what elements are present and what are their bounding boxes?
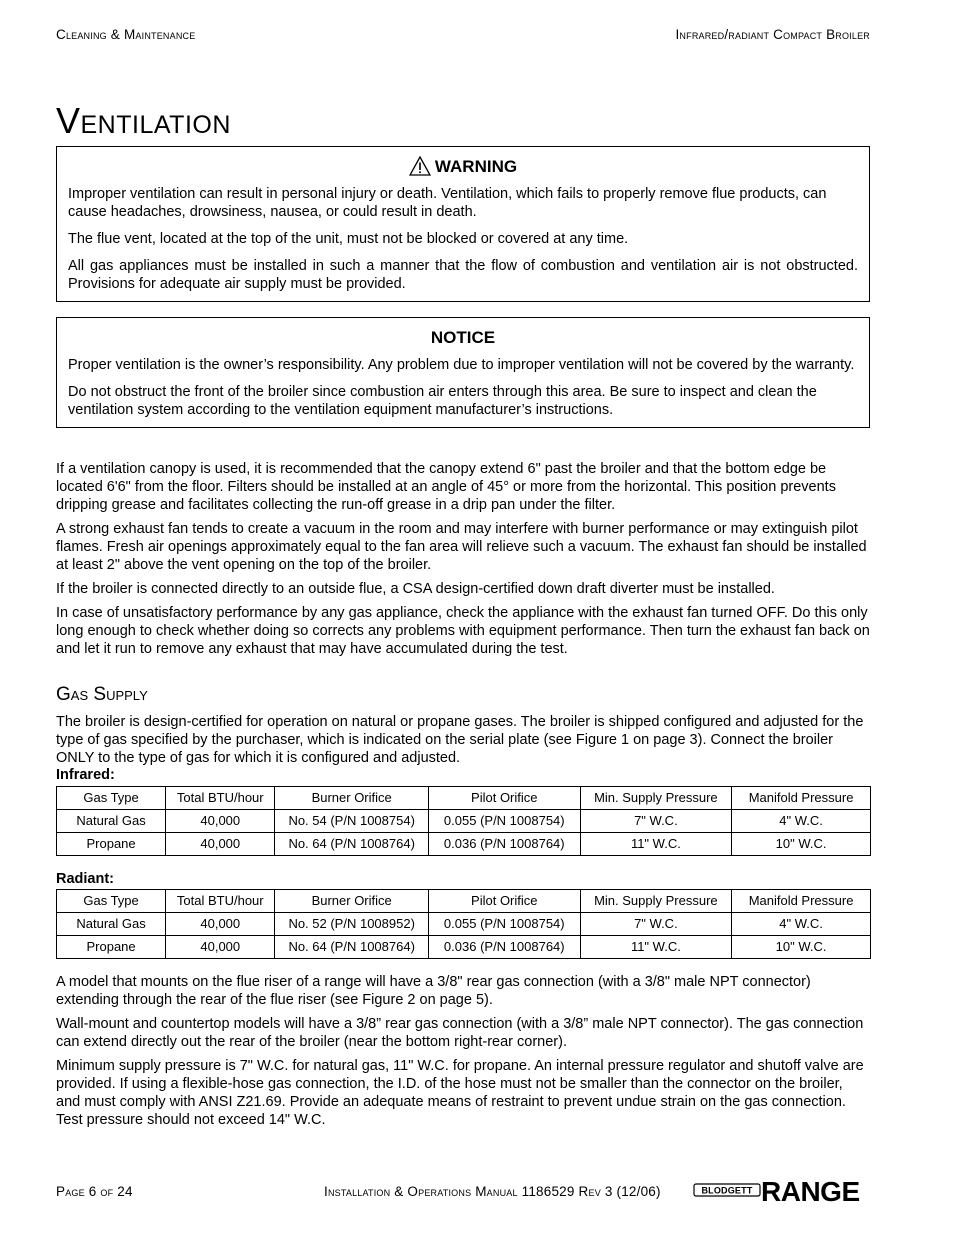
notice-title: NOTICE [430,328,496,347]
gas-supply-intro: The broiler is design-certified for operation on natural or propane gases. The broiler is shipped configured and adjusted for the type of gas specified by the purchaser, which is indicated on the serial plate (see Figure 1 on page 3). Connect the broiler ONLY to the type of gas for which it is configured and adjusted. [56,714,864,766]
table-header-row [57,890,871,913]
warning-paragraph: The flue vent, located at the top of the unit, must not be blocked or covered at any time. [68,231,629,247]
column-header: Manifold Pressure [732,787,871,810]
infrared-label: Infrared: [56,767,115,783]
header-section-name: Cleaning & Maintenance [56,27,196,42]
notice-paragraph: Do not obstruct the front of the broiler since combustion air enters through this area. Be sure to inspect and clean the ventilation system according to the ventilation equipment manufacturer’s instructions. [68,384,817,418]
warning-paragraph: Improper ventilation can result in personal injury or death. Ventilation, which fails to properly remove flue products, can cause headaches, drowsiness, nausea, or could result in death. [68,186,827,220]
table-header-row [57,787,871,810]
column-header: Total BTU/hour [166,787,275,810]
warning-title: WARNING [434,157,518,176]
table-cell: No. 64 (P/N 1008764) [275,936,429,959]
radiant-gas-table [56,889,871,959]
notice-box [56,317,870,428]
table-cell: Propane [57,833,166,856]
page-title: Ventilation [56,100,231,141]
column-header: Pilot Orifice [428,890,580,913]
table-cell: No. 52 (P/N 1008952) [275,913,429,936]
column-header: Burner Orifice [275,787,429,810]
table-cell: 7" W.C. [580,913,732,936]
column-header: Burner Orifice [275,890,429,913]
table-cell: 0.036 (P/N 1008764) [428,833,580,856]
infrared-gas-table [56,786,871,856]
column-header: Min. Supply Pressure [580,787,732,810]
warning-box [56,146,870,302]
table-cell: 0.055 (P/N 1008754) [428,913,580,936]
flue-riser-paragraph: A model that mounts on the flue riser of a range will have a 3/8" rear gas connection (with a 3/8" male NPT connector) extending through the rear of the flue riser (see Figure 2 on page 5). [56,974,811,1008]
logo-blodgett-text: BLODGETT [701,1185,753,1196]
table-cell: 11" W.C. [580,936,732,959]
table-row [57,936,871,959]
table-row [57,913,871,936]
performance-paragraph: In case of unsatisfactory performance by any gas appliance, check the appliance with the exhaust fan turned OFF. Do this only long enough to check whether doing so corrects any problems with equipment performance. Then turn the exhaust fan back on and let it run to remove any exhaust that may have accumulated during the test. [56,605,870,657]
column-header: Gas Type [57,890,166,913]
table-row [57,810,871,833]
column-header: Min. Supply Pressure [580,890,732,913]
table-cell: 10" W.C. [732,936,871,959]
table-cell: 40,000 [166,833,275,856]
wall-mount-paragraph: Wall-mount and countertop models will have a 3/8” rear gas connection (with a 3/8” male NPT connector). The gas connection can extend directly out the rear of the broiler (near the bottom right-rear corner). [56,1016,864,1050]
warning-paragraph: All gas appliances must be installed in such a manner that the flow of combustion and ventilation air is not obstructed. Provisions for adequate air supply must be provided. [68,258,858,292]
column-header: Gas Type [57,787,166,810]
canopy-paragraph: If a ventilation canopy is used, it is recommended that the canopy extend 6" past the broiler and that the bottom edge be located 6'6" from the floor. Filters should be installed at an angle of 45° or more from the horizontal. This position prevents dripping grease and facilitates collecting the run-off grease in a drip pan under the filter. [56,461,836,513]
gas-supply-heading: Gas Supply [56,684,148,705]
table-cell: 40,000 [166,936,275,959]
warning-title-row [68,155,858,179]
column-header: Manifold Pressure [732,890,871,913]
table-cell: 11" W.C. [580,833,732,856]
exhaust-fan-paragraph: A strong exhaust fan tends to create a vacuum in the room and may interfere with burner performance or may extinguish pilot flames. Fresh air openings approximately equal to the fan area will relieve such a vacuum. The exhaust fan should be installed at least 2" above the vent opening on the top of the broiler. [56,521,867,573]
table-cell: 40,000 [166,913,275,936]
logo-range-text: RANGE [761,1176,860,1204]
table-row [57,833,871,856]
table-cell: Natural Gas [57,913,166,936]
supply-pressure-paragraph: Minimum supply pressure is 7" W.C. for natural gas, 11" W.C. for propane. An internal pressure regulator and shutoff valve are provided. If using a flexible-hose gas connection, the I.D. of the hose must not be smaller than the connector on the broiler, and must comply with ANSI Z21.69. Provide an adequate means of restraint to prevent undue strain on the gas connection. Test pressure should not exceed 14" W.C. [56,1058,864,1128]
header-product-name: Infrared/radiant Compact Broiler [675,27,870,42]
flue-paragraph: If the broiler is connected directly to an outside flue, a CSA design-certified down draft diverter must be installed. [56,581,775,597]
table-cell: 0.055 (P/N 1008754) [428,810,580,833]
table-cell: 4" W.C. [732,913,871,936]
table-cell: 10" W.C. [732,833,871,856]
table-cell: 4" W.C. [732,810,871,833]
page-number: Page 6 of 24 [56,1184,133,1199]
blodgett-range-logo [693,1176,863,1204]
column-header: Pilot Orifice [428,787,580,810]
radiant-label: Radiant: [56,871,114,887]
table-cell: 7" W.C. [580,810,732,833]
table-cell: 40,000 [166,810,275,833]
manual-reference: Installation & Operations Manual 1186529 Rev 3 (12/06) [324,1184,661,1199]
column-header: Total BTU/hour [166,890,275,913]
table-cell: No. 54 (P/N 1008754) [275,810,429,833]
table-cell: Propane [57,936,166,959]
notice-paragraph: Proper ventilation is the owner’s responsibility. Any problem due to improper ventilation will not be covered by the warranty. [68,357,855,373]
table-cell: Natural Gas [57,810,166,833]
warning-triangle-icon [409,156,431,176]
table-cell: No. 64 (P/N 1008764) [275,833,429,856]
table-cell: 0.036 (P/N 1008764) [428,936,580,959]
